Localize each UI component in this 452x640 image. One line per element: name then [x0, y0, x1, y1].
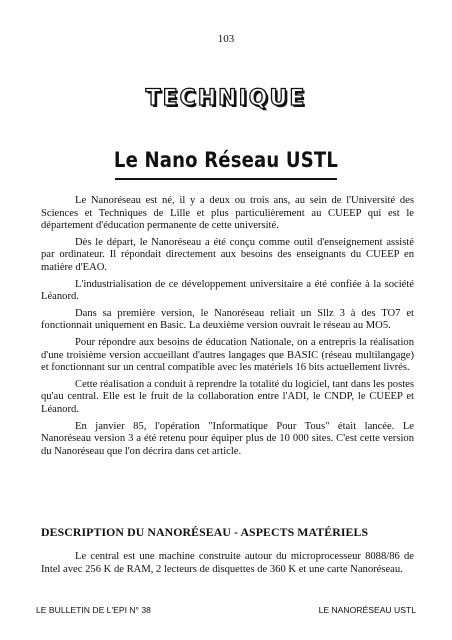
- paragraph: Cette réalisation a conduit à reprendre la totalité du logiciel, tant dans les postes qu'au central. Elle est le fruit de la collaboration entre l'ADI, le CNDP, le CUEEP et Léanord.: [41, 378, 414, 415]
- section-heading: DESCRIPTION DU NANORÉSEAU - ASPECTS MATÉRIELS: [41, 525, 369, 539]
- page-number: 103: [217, 33, 235, 45]
- paragraph: Le central est une machine construite autour du microprocesseur 8088/86 de Intel avec 256 K de RAM, 2 lecteurs de disquettes de 360 K et une carte Nanoréseau.: [41, 551, 414, 575]
- paragraph: Le Nanoréseau est né, il y a deux ou trois ans, au sein de l'Université des Sciences et Techniques de Lille et plus particulièrement au CUEEP qui est le département d'éducation permanente de cette université.: [41, 195, 414, 232]
- article-title: Le Nano Réseau USTL: [113, 148, 339, 172]
- paragraph: En janvier 85, l'opération "Informatique Pour Tous" était lancée. Le Nanoréseau version 3 a été retenu pour équiper plus de 10 000 sites. C'est cette version du Nanoréseau que l'on décrira dans cet article.: [41, 420, 414, 457]
- page-footer: [36, 605, 416, 615]
- title-underline: [115, 178, 337, 180]
- paragraph: Dès le départ, le Nanoréseau a été conçu comme outil d'enseignement assisté par ordinateur. Il répondait directement aux besoins des enseignants du CUEEP en matière d'EAO.: [41, 236, 414, 273]
- article-body: [41, 195, 414, 462]
- footer-left: LE BULLETIN DE L'EPI N° 38: [36, 605, 151, 615]
- paragraph: L'industrialisation de ce développement universitaire a été confiée à la société Léanord.: [41, 278, 414, 303]
- footer-right: LE NANORÉSEAU USTL: [318, 605, 416, 615]
- paragraph: Dans sa première version, le Nanoréseau reliait un Sllz 3 à des TO7 et fonctionnait uniquement en Basic. La deuxième version ouvrait le réseau au MO5.: [41, 307, 414, 332]
- section-banner: TECHNIQUE: [145, 86, 307, 111]
- section-body: [41, 551, 414, 576]
- paragraph: Pour répondre aux besoins de éducation Nationale, on a entrepris la réalisation d'une troisième version accueillant d'autres langages que BASIC (réseau multilangage) et fonctionnant sur un central compatible avec les matériels 16 bits actuellement livrés.: [41, 336, 414, 374]
